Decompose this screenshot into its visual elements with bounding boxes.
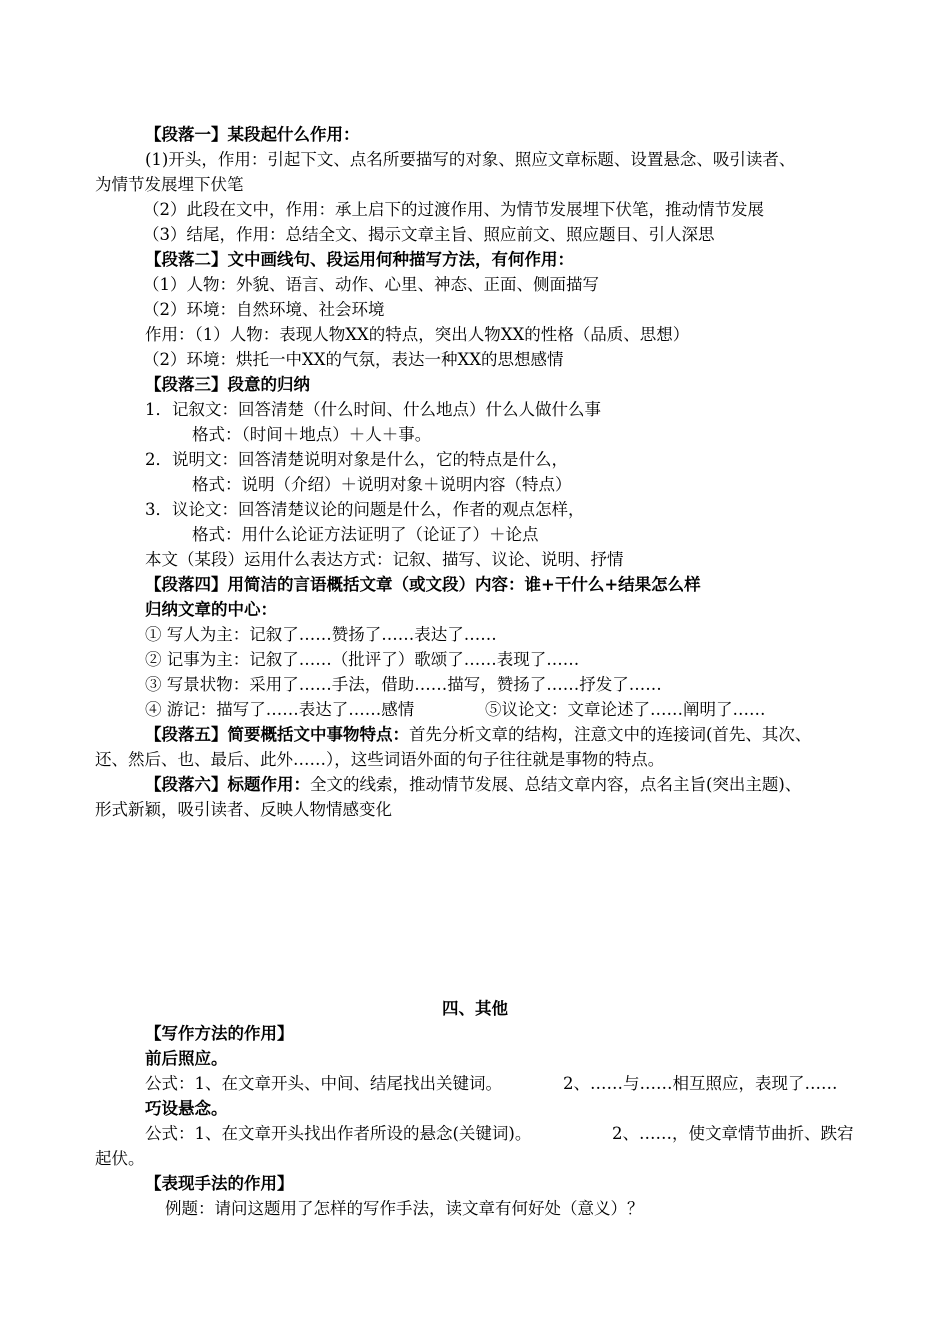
p2-heading: 【段落二】文中画线句、段运用何种描写方法，有何作用：	[145, 250, 574, 269]
p4-item1: ① 写人为主：记叙了……赞扬了……表达了……	[145, 625, 497, 644]
p5-line2: 还、然后、也、最后、此外……），这些词语外面的句子往往就是事物的特点。	[95, 750, 665, 769]
formula1-part2: 2、……与……相互照应，表现了……	[563, 1074, 838, 1093]
p6-heading: 【段落六】标题作用：	[145, 775, 310, 794]
p4-item2: ② 记事为主：记叙了……（批评了）歌颂了……表现了……	[145, 650, 580, 669]
p5-line1	[145, 723, 811, 747]
example-question: 例题：请问这题用了怎样的写作手法，读文章有何好处（意义）？	[165, 1199, 644, 1218]
p1-item2: （2）此段在文中，作用：承上启下的过渡作用、为情节发展埋下伏笔，推动情节发展	[143, 200, 764, 219]
sub-echo: 前后照应。	[145, 1049, 228, 1068]
p4-item3: ③ 写景状物：采用了……手法，借助……描写，赞扬了……抒发了……	[145, 675, 662, 694]
p3-item3-format: 格式：用什么论证方法证明了（论证了）＋论点	[192, 525, 539, 544]
p6-line1	[145, 773, 801, 797]
formula2-part1: 公式：1、在文章开头找出作者所设的悬念(关键词)。	[145, 1124, 532, 1143]
p1-item3: （3）结尾，作用：总结全文、揭示文章主旨、照应前文、照应题目、引人深思	[143, 225, 715, 244]
p6-text-part1: 全文的线索，推动情节发展、总结文章内容，点名主旨(突出主题)、	[310, 775, 802, 794]
p5-heading: 【段落五】简要概括文中事物特点：	[145, 725, 409, 744]
formula2-part2: 2、……，使文章情节曲折、跌宕	[612, 1124, 854, 1143]
p6-line2: 形式新颖，吸引读者、反映人物情感变化	[95, 800, 392, 819]
p4-heading: 【段落四】用简洁的言语概括文章（或文段）内容：谁+干什么+结果怎么样	[145, 575, 701, 594]
p2-effect2: （2）环境：烘托一中XX的气氛，表达一种XX的思想感情	[143, 350, 564, 369]
formula1-part1: 公式：1、在文章开头、中间、结尾找出关键词。	[145, 1074, 502, 1093]
p1-item1-line2: 为情节发展埋下伏笔	[95, 175, 244, 194]
p3-item1-format: 格式：（时间＋地点）＋人＋事。	[192, 425, 432, 444]
p3-note: 本文（某段）运用什么表达方式：记叙、描写、议论、说明、抒情	[145, 550, 624, 569]
p1-heading: 【段落一】某段起什么作用：	[145, 125, 360, 144]
p1-item1-line1: (1)开头，作用：引起下文、点名所要描写的对象、照应文章标题、设置悬念、吸引读者、	[145, 150, 796, 169]
p4-item4: ④ 游记：描写了……表达了……感情	[145, 700, 415, 719]
p3-item1: 1．记叙文：回答清楚（什么时间、什么地点）什么人做什么事	[145, 400, 601, 419]
p3-item3: 3．议论文：回答清楚议论的问题是什么，作者的观点怎样，	[145, 500, 585, 519]
p3-heading: 【段落三】段意的归纳	[145, 375, 310, 394]
p2-item1: （1）人物：外貌、语言、动作、心里、神态、正面、侧面描写	[143, 275, 599, 294]
sub-suspense: 巧设悬念。	[145, 1099, 228, 1118]
writing-methods-heading: 【写作方法的作用】	[145, 1024, 294, 1043]
p2-item2: （2）环境：自然环境、社会环境	[143, 300, 385, 319]
section-title: 四、其他	[442, 999, 508, 1018]
p4-subheading: 归纳文章的中心：	[145, 600, 277, 619]
formula2-part3: 起伏。	[95, 1149, 145, 1168]
p4-item5: ⑤议论文：文章论述了……阐明了……	[485, 700, 766, 719]
expression-methods-heading: 【表现手法的作用】	[145, 1174, 294, 1193]
p2-effect1: 作用：（1）人物：表现人物XX的特点，突出人物XX的性格（品质、思想）	[145, 325, 690, 344]
p3-item2-format: 格式：说明（介绍）＋说明对象＋说明内容（特点）	[192, 475, 572, 494]
p3-item2: 2．说明文：回答清楚说明对象是什么，它的特点是什么，	[145, 450, 568, 469]
p5-text-part1: 首先分析文章的结构，注意文中的连接词(首先、其次、	[409, 725, 812, 744]
